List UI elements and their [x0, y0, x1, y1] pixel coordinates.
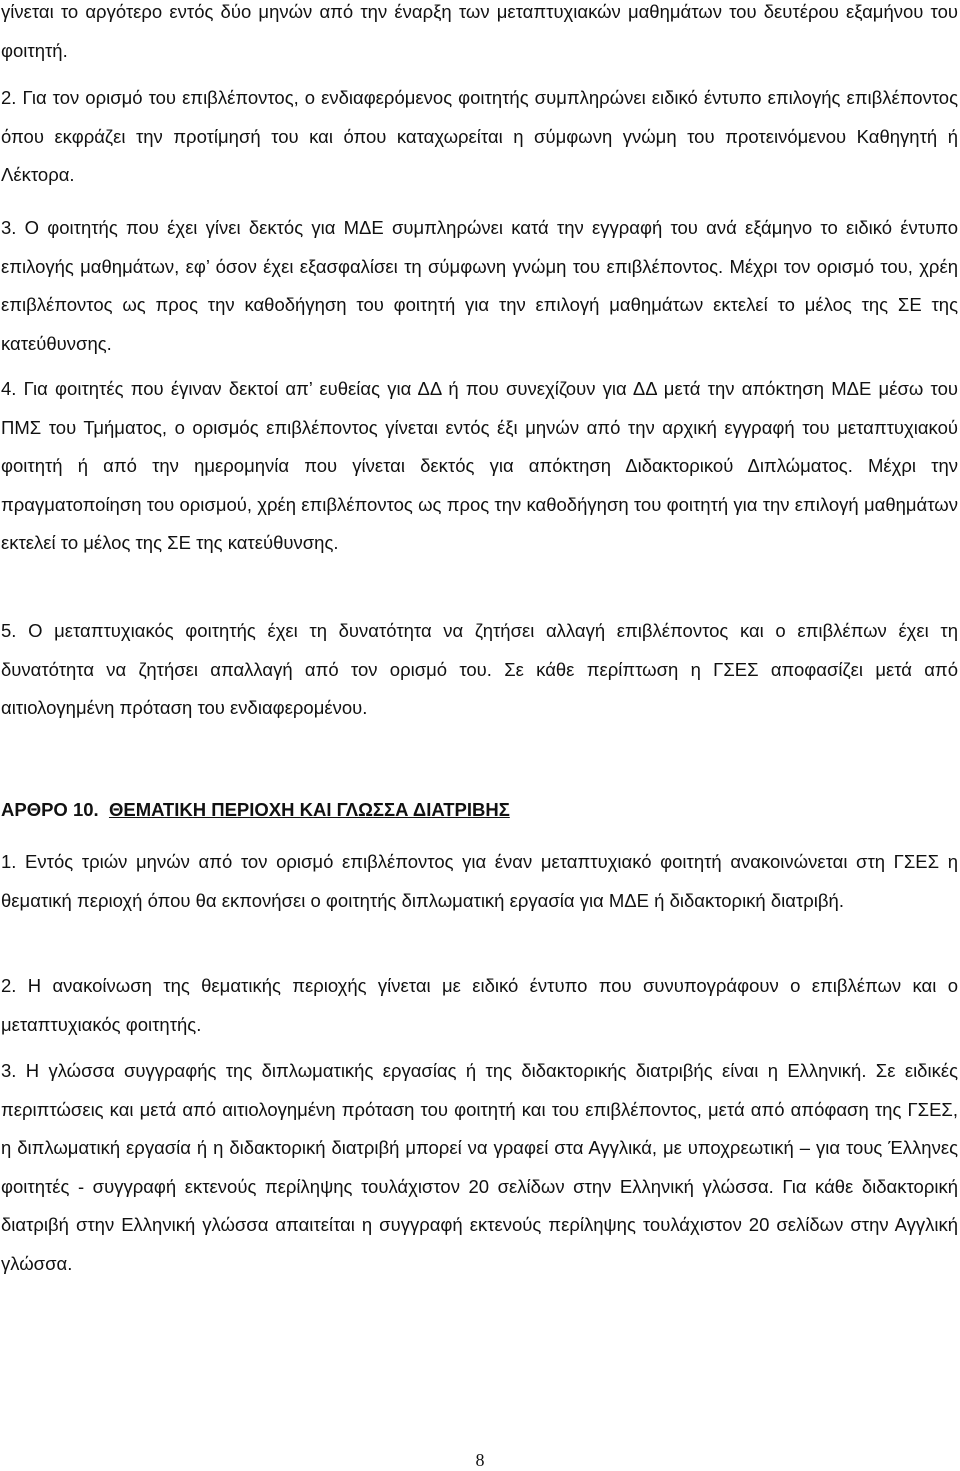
paragraph-continuation: γίνεται το αργότερο εντός δύο μηνών από την έναρξη των μεταπτυχιακών μαθημάτων του δευτέρου εξαμήνου του φοιτητή. [1, 1, 958, 61]
paragraph-item-5: 5. Ο μεταπτυχιακός φοιτητής έχει τη δυνατότητα να ζητήσει αλλαγή επιβλέποντος και ο επιβλέπων έχει τη δυνατότητα να ζητήσει απαλλαγή από τον ορισμό του. Σε κάθε περίπτωση η ΓΣΕΣ αποφασίζει μετά από αιτιολογημένη πρόταση του ενδιαφερομένου. [1, 620, 958, 718]
article-number: ΑΡΘΡΟ 10. [1, 799, 99, 820]
article-paragraph-1: 1. Εντός τριών μηνών από τον ορισμό επιβλέποντος για έναν μεταπτυχιακό φοιτητή ανακοινώνεται στη ΓΣΕΣ η θεματική περιοχή όπου θα εκπονήσει ο φοιτητής διπλωματική εργασία για ΜΔΕ ή διδακτορική διατριβή. [1, 851, 958, 911]
paragraph-item-2: 2. Για τον ορισμό του επιβλέποντος, ο ενδιαφερόμενος φοιτητής συμπληρώνει ειδικό έντυπο επιλογής επιβλέποντος όπου εκφράζει την προτίμησή του και όπου καταχωρείται η σύμφωνη γνώμη του προτεινόμενου Καθηγητή ή Λέκτορα. [1, 87, 958, 185]
page-number: 8 [475, 1450, 485, 1470]
article-title: ΘΕΜΑΤΙΚΗ ΠΕΡΙΟΧΗ ΚΑΙ ΓΛΩΣΣΑ ΔΙΑΤΡΙΒΗΣ [108, 799, 510, 820]
paragraph-item-4: 4. Για φοιτητές που έγιναν δεκτοί απ’ ευθείας για ΔΔ ή που συνεχίζουν για ΔΔ μετά την απόκτηση ΜΔΕ μέσω του ΠΜΣ του Τμήματος, ο ορισμός επιβλέποντος γίνεται εντός έξι μηνών από την αρχική εγγραφή του μεταπτυχιακού φοιτητή ή από την ημερομηνία που γίνεται δεκτός για απόκτηση Διδακτορικού Διπλώματος. Μέχρι την πραγματοποίηση του ορισμού, χρέη επιβλέποντος ως προς την καθοδήγηση του φοιτητή για την επιλογή μαθημάτων εκτελεί το μέλος της ΣΕ της κατεύθυνσης. [1, 378, 958, 553]
paragraph-item-3: 3. Ο φοιτητής που έχει γίνει δεκτός για ΜΔΕ συμπληρώνει κατά την εγγραφή του ανά εξάμηνο το ειδικό έντυπο επιλογής μαθημάτων, εφ’ όσον έχει εξασφαλίσει τη σύμφωνη γνώμη του επιβλέποντος. Μέχρι τον ορισμό του, χρέη επιβλέποντος ως προς την καθοδήγηση του φοιτητή για την επιλογή μαθημάτων εκτελεί το μέλος της ΣΕ της κατεύθυνσης. [1, 217, 958, 354]
article-paragraph-3: 3. Η γλώσσα συγγραφής της διπλωματικής εργασίας ή της διδακτορικής διατριβής είναι η Ελληνική. Σε ειδικές περιπτώσεις και μετά από αιτιολογημένη πρόταση του φοιτητή και του επιβλέποντος, μετά από απόφαση της ΓΣΕΣ, η διπλωματική εργασία ή η διδακτορική διατριβή μπορεί να γραφεί στα Αγγλικά, με υποχρεωτική – για τους Έλληνες φοιτητές - συγγραφή εκτενούς περίληψης τουλάχιστον 20 σελίδων στην Ελληνική γλώσσα. Για κάθε διδακτορική διατριβή στην Ελληνική γλώσσα απαιτείται η συγγραφή εκτενούς περίληψης τουλάχιστον 20 σελίδων στην Αγγλική γλώσσα. [1, 1060, 958, 1274]
article-paragraph-2: 2. Η ανακοίνωση της θεματικής περιοχής γίνεται με ειδικό έντυπο που συνυπογράφουν ο επιβλέπων και ο μεταπτυχιακός φοιτητής. [1, 975, 958, 1035]
article-heading [1, 794, 510, 826]
